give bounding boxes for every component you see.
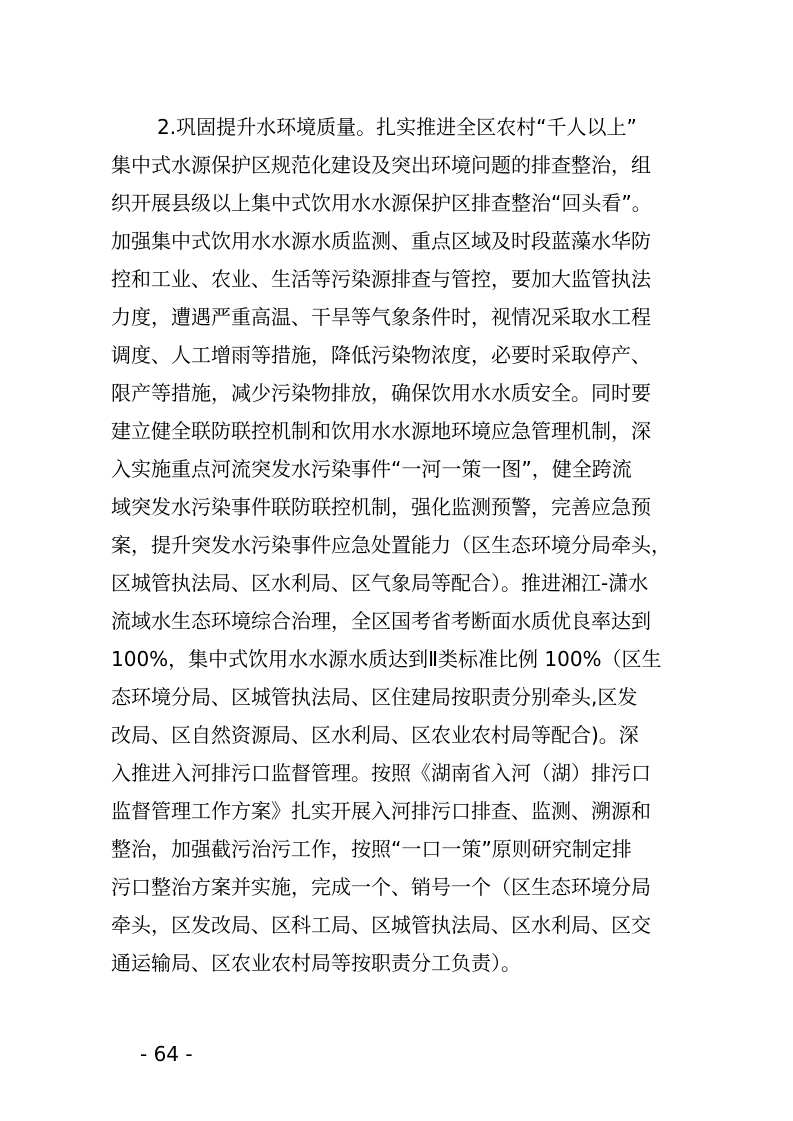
paragraph-line: 入实施重点河流突发水污染事件“一河一策一图”，健全跨流 — [111, 457, 632, 481]
paragraph-line: 力度，遭遇严重高温、干旱等气象条件时，视情况采取水工程 — [111, 305, 651, 329]
paragraph-line: 域突发水污染事件联防联控机制，强化监测预警，完善应急预 — [111, 495, 651, 519]
paragraph-line: 100%，集中式饮用水水源水质达到Ⅱ类标准比例 100%（区生 — [111, 647, 662, 671]
paragraph-line: 污口整治方案并实施，完成一个、销号一个（区生态环境分局 — [111, 875, 651, 899]
paragraph-line: 改局、区自然资源局、区水利局、区农业农村局等配合)。深 — [111, 723, 639, 747]
paragraph-line: 区城管执法局、区水利局、区气象局等配合）。推进湘江-潇水 — [111, 571, 649, 595]
paragraph-line: 限产等措施，减少污染物排放，确保饮用水水质安全。同时要 — [111, 381, 651, 405]
paragraph-line: 建立健全联防联控机制和饮用水水源地环境应急管理机制，深 — [111, 419, 651, 443]
paragraph-line: 监督管理工作方案》扎实开展入河排污口排查、监测、溯源和 — [111, 799, 651, 823]
paragraph-line: 加强集中式饮用水水源水质监测、重点区域及时段蓝藻水华防 — [111, 229, 651, 253]
paragraph-line: 调度、人工增雨等措施，降低污染物浓度，必要时采取停产、 — [111, 343, 651, 367]
page-number: - 64 - — [140, 1042, 193, 1066]
paragraph-line: 整治，加强截污治污工作，按照“一口一策”原则研究制定排 — [111, 837, 632, 861]
paragraph-line: 态环境分局、区城管执法局、区住建局按职责分别牵头,区发 — [111, 685, 638, 709]
paragraph-line: 2.巩固提升水环境质量。扎实推进全区农村“千人以上” — [157, 115, 637, 139]
paragraph-line: 入推进入河排污口监督管理。按照《湖南省入河（湖）排污口 — [111, 761, 651, 785]
paragraph-line: 流域水生态环境综合治理，全区国考省考断面水质优良率达到 — [111, 609, 651, 633]
paragraph-line: 案，提升突发水污染事件应急处置能力（区生态环境分局牵头， — [111, 533, 671, 557]
paragraph-line: 控和工业、农业、生活等污染源排查与管控，要加大监管执法 — [111, 267, 651, 291]
paragraph-line: 集中式水源保护区规范化建设及突出环境问题的排查整治，组 — [111, 153, 651, 177]
paragraph-line: 织开展县级以上集中式饮用水水源保护区排查整治“回头看”。 — [111, 191, 652, 215]
paragraph-line: 通运输局、区农业农村局等按职责分工负责）。 — [111, 951, 521, 975]
paragraph-line: 牵头，区发改局、区科工局、区城管执法局、区水利局、区交 — [111, 913, 651, 937]
